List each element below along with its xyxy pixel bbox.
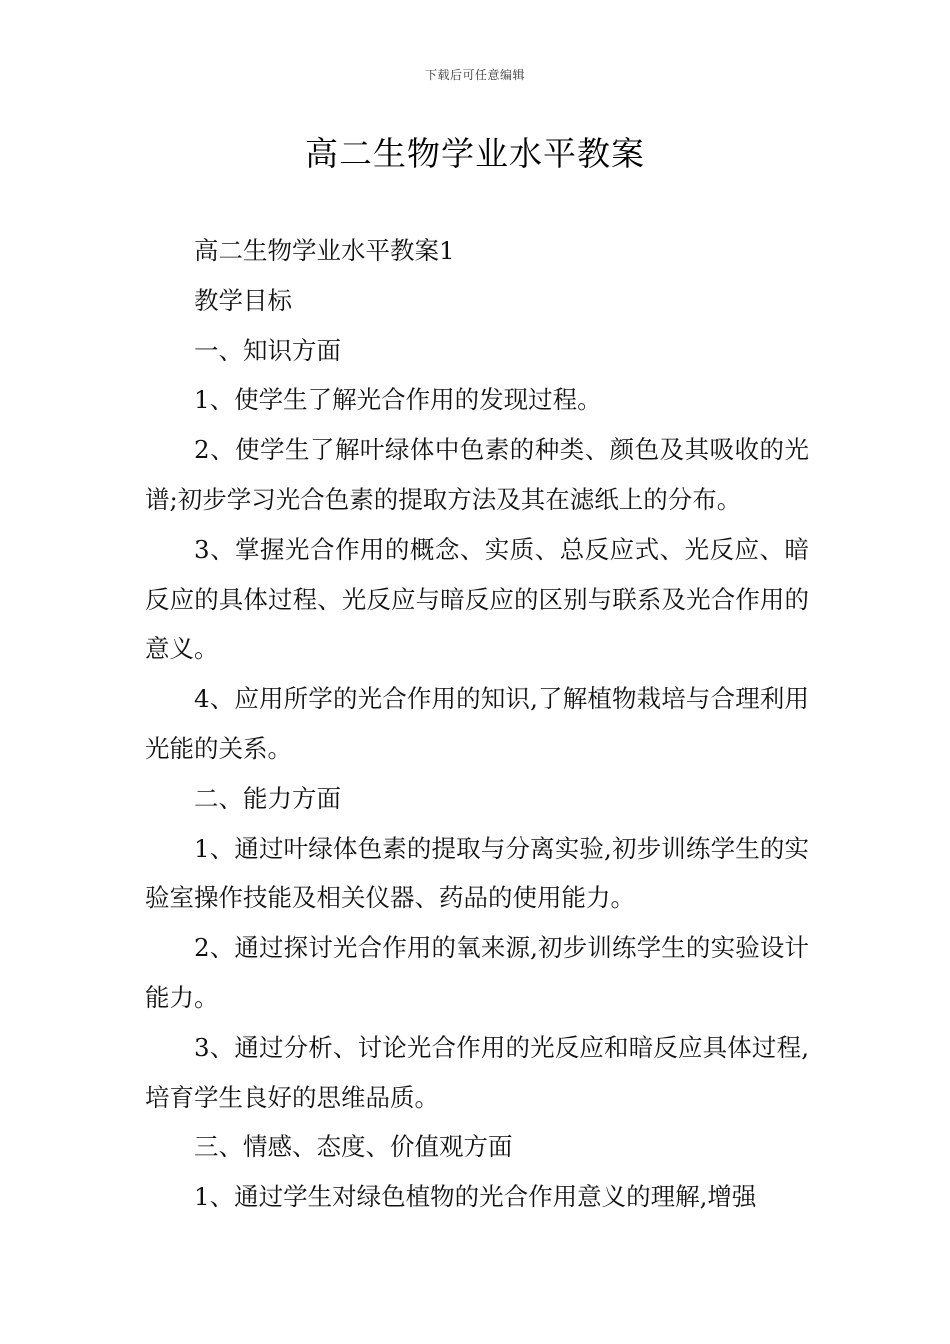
section-heading: 一、知识方面 [194,335,341,365]
paragraph: 2、通过探讨光合作用的氧来源,初步训练学生的实验设计能力。 [145,933,809,1012]
paragraph: 3、掌握光合作用的概念、实质、总反应式、光反应、暗反应的具体过程、光反应与暗反应的区别与联系及光合作用的意义。 [145,534,809,664]
paragraph: 1、通过叶绿体色素的提取与分离实验,初步训练学生的实验室操作技能及相关仪器、药品的使用能力。 [145,833,809,913]
section-heading: 教学目标 [194,285,292,315]
paragraph: 1、通过学生对绿色植物的光合作用意义的理解,增强 [194,1182,757,1212]
header-note: 下载后可任意编辑 [424,68,525,82]
document-title: 高二生物学业水平教案 [305,134,645,173]
document-body [145,226,809,1222]
paragraph: 1、使学生了解光合作用的发现过程。 [194,385,602,415]
paragraph: 2、使学生了解叶绿体中色素的种类、颜色及其吸收的光谱;初步学习光合色素的提取方法及其在滤纸上的分布。 [145,435,809,514]
section-heading: 高二生物学业水平教案1 [194,236,455,265]
paragraph: 4、应用所学的光合作用的知识,了解植物栽培与合理利用光能的关系。 [145,684,809,763]
section-heading: 三、情感、态度、价值观方面 [194,1132,513,1162]
paragraph: 3、通过分析、讨论光合作用的光反应和暗反应具体过程,培育学生良好的思维品质。 [145,1032,809,1112]
section-heading: 二、能力方面 [194,783,341,813]
